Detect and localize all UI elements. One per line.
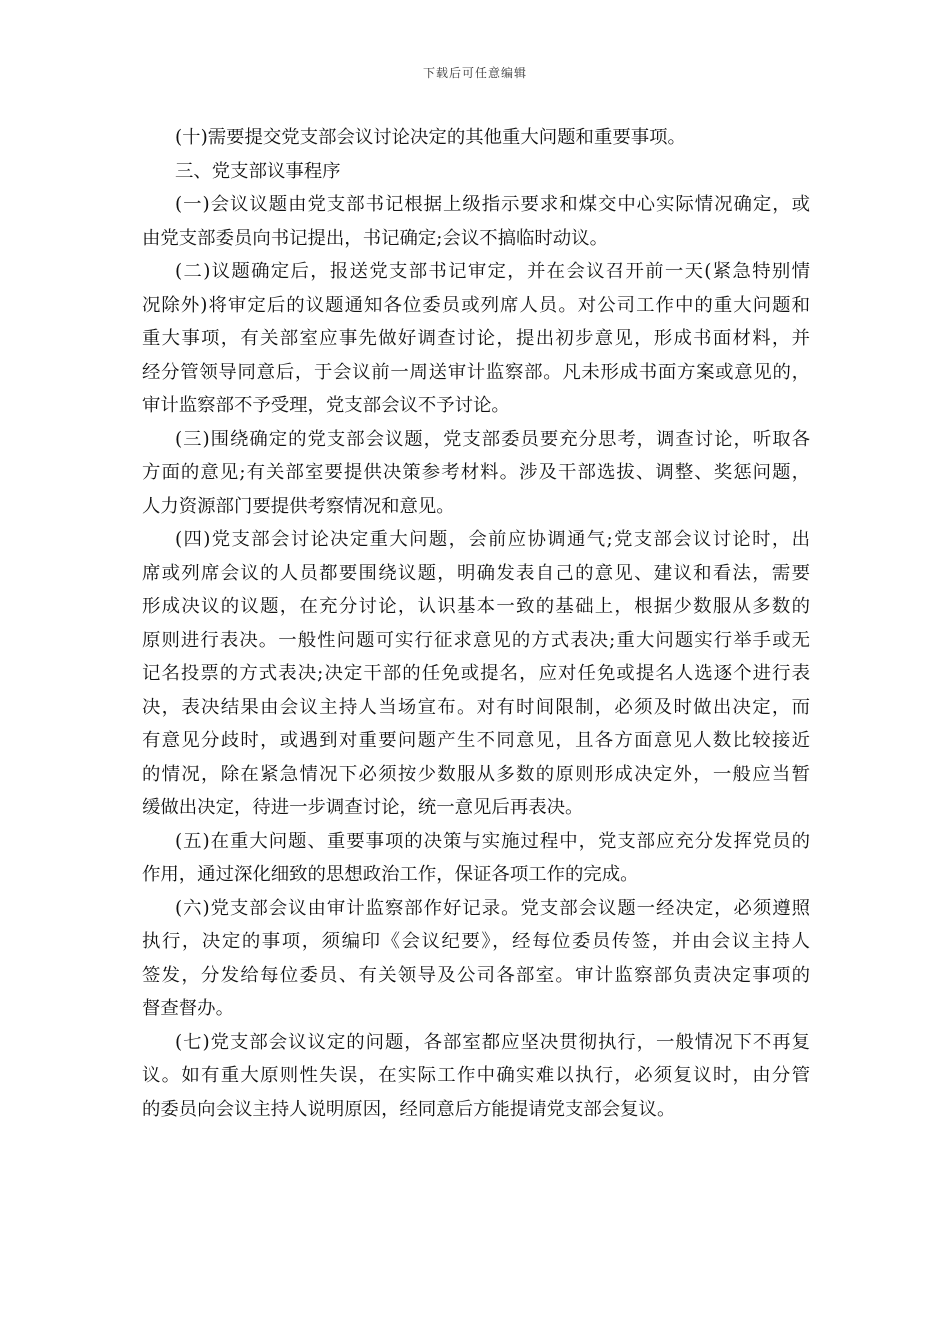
text-line: (二)议题确定后，报送党支部书记审定，并在会议召开前一天(紧急特别情 xyxy=(175,261,810,282)
page-header: 下载后可任意编辑 xyxy=(422,66,527,80)
text-line: 有意见分歧时，或遇到对重要问题产生不同意见，且各方面意见人数比较接近 xyxy=(142,730,810,751)
text-line: (三)围绕确定的党支部会议题，党支部委员要充分思考，调查讨论，听取各 xyxy=(175,428,810,450)
text-line: 作用，通过深化细致的思想政治工作，保证各项工作的完成。 xyxy=(142,864,639,885)
text-line: (一)会议议题由党支部书记根据上级指示要求和煤交中心实际情况确定，或 xyxy=(175,194,810,215)
text-line: 由党支部委员向书记提出，书记确定;会议不搞临时动议。 xyxy=(142,227,608,249)
text-line: 缓做出决定，待进一步调查讨论，统一意见后再表决。 xyxy=(142,797,584,818)
text-line: 审计监察部不予受理，党支部会议不予讨论。 xyxy=(142,395,510,416)
text-line: 执行，决定的事项，须编印《会议纪要》，经每位委员传签，并由会议主持人 xyxy=(142,931,810,952)
text-line: 的情况，除在紧急情况下必须按少数服从多数的原则形成决定外，一般应当暂 xyxy=(142,763,810,785)
text-line: 经分管领导同意后，于会议前一周送审计监察部。凡未形成书面方案或意见的， xyxy=(142,361,810,383)
text-line: 的委员向会议主持人说明原因，经同意后方能提请党支部会复议。 xyxy=(142,1098,676,1120)
text-line: (十)需要提交党支部会议讨论决定的其他重大问题和重要事项。 xyxy=(175,127,686,148)
text-line: (五)在重大问题、重要事项的决策与实施过程中，党支部应充分发挥党员的 xyxy=(175,830,810,852)
text-line: 记名投票的方式表决;决定干部的任免或提名，应对任免或提名人选逐个进行表 xyxy=(142,663,810,684)
text-line: 决，表决结果由会议主持人当场宣布。对有时间限制，必须及时做出决定，而 xyxy=(142,696,810,718)
document-body xyxy=(142,121,810,1126)
text-line: 签发，分发给每位委员、有关领导及公司各部室。审计监察部负责决定事项的 xyxy=(142,964,810,986)
text-line: (六)党支部会议由审计监察部作好记录。党支部会议题一经决定，必须遵照 xyxy=(175,897,810,919)
text-line: 原则进行表决。一般性问题可实行征求意见的方式表决;重大问题实行举手或无 xyxy=(142,629,810,651)
text-line: 形成决议的议题，在充分讨论，认识基本一致的基础上，根据少数服从多数的 xyxy=(142,596,810,617)
text-line: 三、党支部议事程序 xyxy=(175,160,341,182)
text-line: 督查督办。 xyxy=(142,998,234,1019)
text-line: (七)党支部会议议定的问题，各部室都应坚决贯彻执行，一般情况下不再复 xyxy=(175,1031,810,1053)
text-line: 重大事项，有关部室应事先做好调查讨论，提出初步意见，形成书面材料，并 xyxy=(142,328,810,349)
text-line: (四)党支部会讨论决定重大问题，会前应协调通气;党支部会议讨论时，出 xyxy=(175,529,810,550)
text-line: 况除外)将审定后的议题通知各位委员或列席人员。对公司工作中的重大问题和 xyxy=(142,294,810,316)
text-line: 议。如有重大原则性失误，在实际工作中确实难以执行，必须复议时，由分管 xyxy=(142,1065,810,1086)
text-line: 人力资源部门要提供考察情况和意见。 xyxy=(142,495,455,517)
text-line: 席或列席会议的人员都要围绕议题，明确发表自己的意见、建议和看法，需要 xyxy=(142,562,810,584)
text-line: 方面的意见;有关部室要提供决策参考材料。涉及干部选拔、调整、奖惩问题， xyxy=(142,462,810,483)
